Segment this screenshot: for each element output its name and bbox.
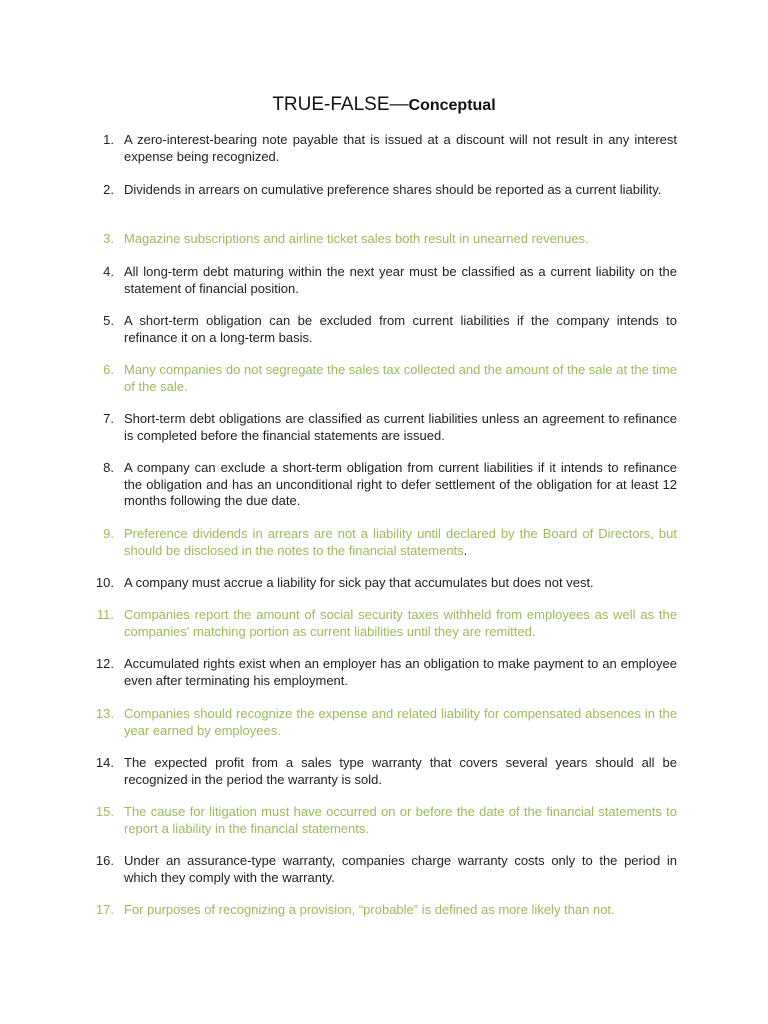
question-number: 1. (103, 132, 114, 147)
title-sub: Conceptual (408, 97, 496, 114)
question-number: 15. (95, 804, 114, 819)
question-text-wrapper (124, 526, 677, 559)
question-text: Companies should recognize the expense and related liability for compensated absences in the year earned by employees. (124, 706, 677, 738)
page-title (0, 94, 768, 117)
question-number: 7. (103, 411, 114, 426)
question-text-tail: . (463, 542, 468, 558)
question-text: Accumulated rights exist when an employer has an obligation to make payment to an employee even after terminating his employment. (124, 656, 677, 688)
question-text: A company must accrue a liability for sick pay that accumulates but does not vest. (124, 575, 594, 590)
question-text: Magazine subscriptions and airline ticket sales both result in unearned revenues. (124, 231, 589, 246)
question-text: All long-term debt maturing within the next year must be classified as a current liability on the statement of financial position. (124, 264, 677, 296)
question-number: 13. (95, 706, 114, 721)
question-number: 11. (96, 607, 114, 622)
question-text: Preference dividends in arrears are not a liability until declared by the Board of Directors, but should be disclosed in the notes to the financial statements (124, 526, 677, 558)
question-text: Under an assurance-type warranty, companies charge warranty costs only to the period in which they comply with the warranty. (124, 853, 677, 885)
question-number: 12. (95, 656, 114, 671)
question-text: The expected profit from a sales type warranty that covers several years should all be recognized in the period the warranty is sold. (124, 755, 677, 787)
question-text: Dividends in arrears on cumulative preference shares should be reported as a current liability. (124, 182, 662, 197)
question-number: 14. (95, 755, 114, 770)
question-text: The cause for litigation must have occurred on or before the date of the financial statements to report a liability in the financial statements. (124, 804, 677, 836)
question-number: 8. (103, 460, 114, 475)
question-text: For purposes of recognizing a provision, “probable” is defined as more likely than not. (124, 902, 615, 917)
question-number: 10. (95, 575, 114, 590)
question-number: 5. (103, 313, 114, 328)
question-text: Companies report the amount of social security taxes withheld from employees as well as the companies' matching portion as current liabilities until they are remitted. (124, 607, 677, 639)
question-text: Short-term debt obligations are classified as current liabilities unless an agreement to refinance is completed before the financial statements are issued. (124, 411, 677, 443)
question-number: 4. (103, 264, 114, 279)
question-number: 16. (95, 853, 114, 868)
title-main: TRUE-FALSE— (272, 94, 409, 115)
question-number: 3. (103, 231, 114, 246)
question-number: 6. (103, 362, 114, 377)
question-number: 17. (95, 902, 114, 917)
question-number: 2. (103, 182, 114, 197)
question-number: 9. (103, 526, 114, 541)
question-text: A zero-interest-bearing note payable that is issued at a discount will not result in any interest expense being recognized. (124, 132, 677, 164)
question-text: A short-term obligation can be excluded from current liabilities if the company intends to refinance it on a long-term basis. (124, 313, 677, 345)
question-text: A company can exclude a short-term obligation from current liabilities if it intends to refinance the obligation and has an unconditional right to defer settlement of the obligation for at least 12 months following the due date. (124, 460, 677, 508)
question-text: Many companies do not segregate the sales tax collected and the amount of the sale at the time of the sale. (124, 362, 677, 394)
